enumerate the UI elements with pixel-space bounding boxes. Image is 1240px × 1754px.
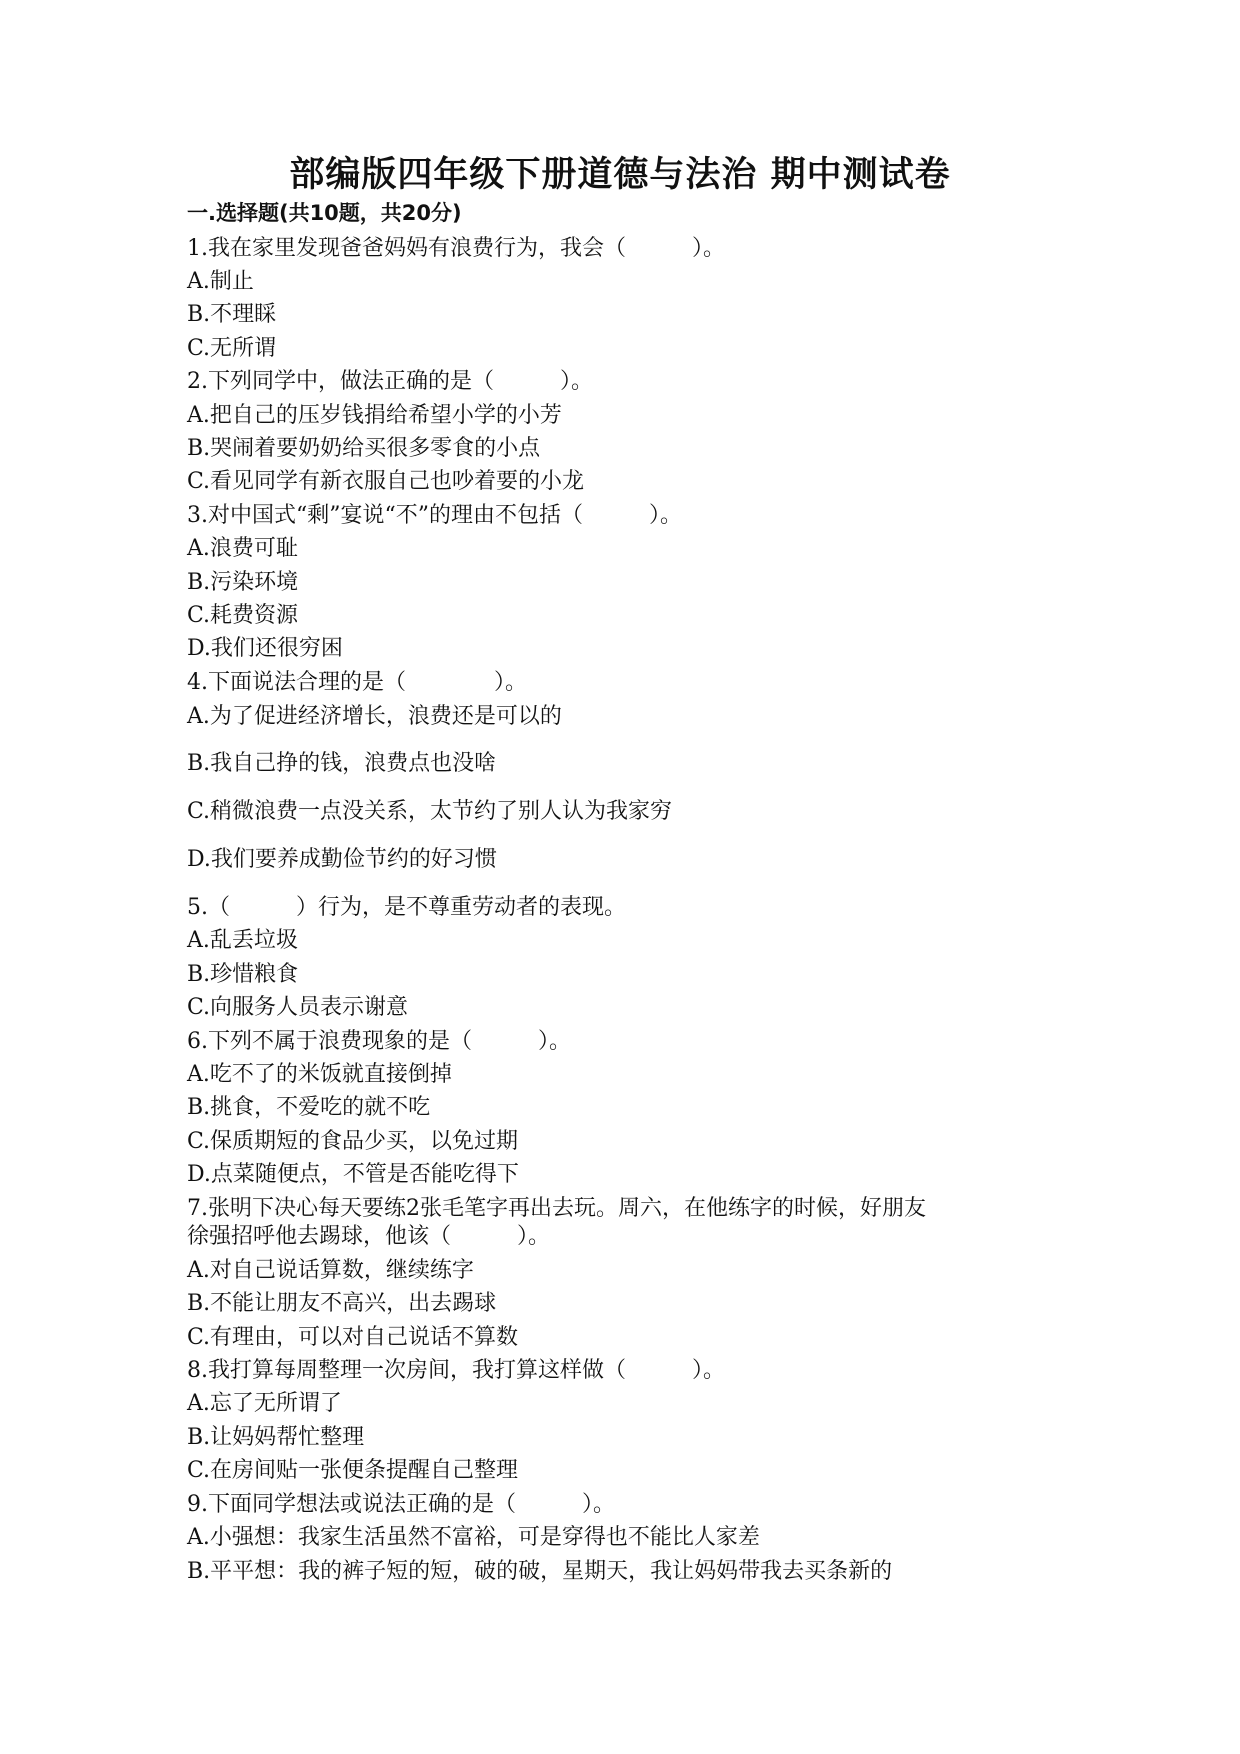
question-4: 4.下面说法合理的是（ ）。 <box>187 670 527 695</box>
page-title: 部编版四年级下册道德与法治 期中测试卷 <box>289 155 951 195</box>
question-9: 9.下面同学想法或说法正确的是（ ）。 <box>187 1492 615 1517</box>
option-6d: D.点菜随便点，不管是否能吃得下 <box>187 1162 519 1187</box>
question-2: 2.下列同学中，做法正确的是（ ）。 <box>187 369 593 394</box>
question-3: 3.对中国式“剩”宴说“不”的理由不包括（ ）。 <box>187 503 682 528</box>
option-8a: A.忘了无所谓了 <box>187 1391 342 1416</box>
option-2a: A.把自己的压岁钱捐给希望小学的小芳 <box>187 403 562 428</box>
option-1a: A.制止 <box>187 269 254 294</box>
option-6a: A.吃不了的米饭就直接倒掉 <box>187 1062 452 1087</box>
section-heading: 一.选择题(共10题，共20分) <box>187 201 462 225</box>
option-4a: A.为了促进经济增长，浪费还是可以的 <box>187 704 562 729</box>
option-4c: C.稍微浪费一点没关系，太节约了别人认为我家穷 <box>187 799 673 824</box>
question-1: 1.我在家里发现爸爸妈妈有浪费行为，我会（ ）。 <box>187 236 725 261</box>
option-2c: C.看见同学有新衣服自己也吵着要的小龙 <box>187 469 585 494</box>
option-5c: C.向服务人员表示谢意 <box>187 995 409 1020</box>
option-3a: A.浪费可耻 <box>187 536 298 561</box>
option-9a: A.小强想：我家生活虽然不富裕，可是穿得也不能比人家差 <box>187 1525 760 1550</box>
option-5a: A.乱丢垃圾 <box>187 928 298 953</box>
option-6b: B.挑食，不爱吃的就不吃 <box>187 1095 431 1120</box>
question-8: 8.我打算每周整理一次房间，我打算这样做（ ）。 <box>187 1358 725 1383</box>
option-1c: C.无所谓 <box>187 336 277 361</box>
option-1b: B.不理睬 <box>187 302 277 327</box>
option-8b: B.让妈妈帮忙整理 <box>187 1425 365 1450</box>
option-7a: A.对自己说话算数，继续练字 <box>187 1258 474 1283</box>
option-3c: C.耗费资源 <box>187 603 299 628</box>
question-6: 6.下列不属于浪费现象的是（ ）。 <box>187 1029 571 1054</box>
option-3b: B.污染环境 <box>187 570 299 595</box>
option-8c: C.在房间贴一张便条提醒自己整理 <box>187 1458 519 1483</box>
question-7: 7.张明下决心每天要练2张毛笔字再出去玩。周六，在他练字的时候，好朋友 <box>187 1196 926 1221</box>
option-3d: D.我们还很穷困 <box>187 636 343 661</box>
option-9b: B.平平想：我的裤子短的短，破的破，星期天，我让妈妈带我去买条新的 <box>187 1559 893 1584</box>
question-5: 5.（ ）行为，是不尊重劳动者的表现。 <box>187 895 626 920</box>
option-4d: D.我们要养成勤俭节约的好习惯 <box>187 847 497 872</box>
question-7-continued: 徐强招呼他去踢球，他该（ ）。 <box>187 1224 551 1249</box>
option-7b: B.不能让朋友不高兴，出去踢球 <box>187 1291 497 1316</box>
option-7c: C.有理由，可以对自己说话不算数 <box>187 1325 519 1350</box>
option-2b: B.哭闹着要奶奶给买很多零食的小点 <box>187 436 541 461</box>
option-5b: B.珍惜粮食 <box>187 962 299 987</box>
option-4b: B.我自己挣的钱，浪费点也没啥 <box>187 751 497 776</box>
option-6c: C.保质期短的食品少买，以免过期 <box>187 1129 519 1154</box>
